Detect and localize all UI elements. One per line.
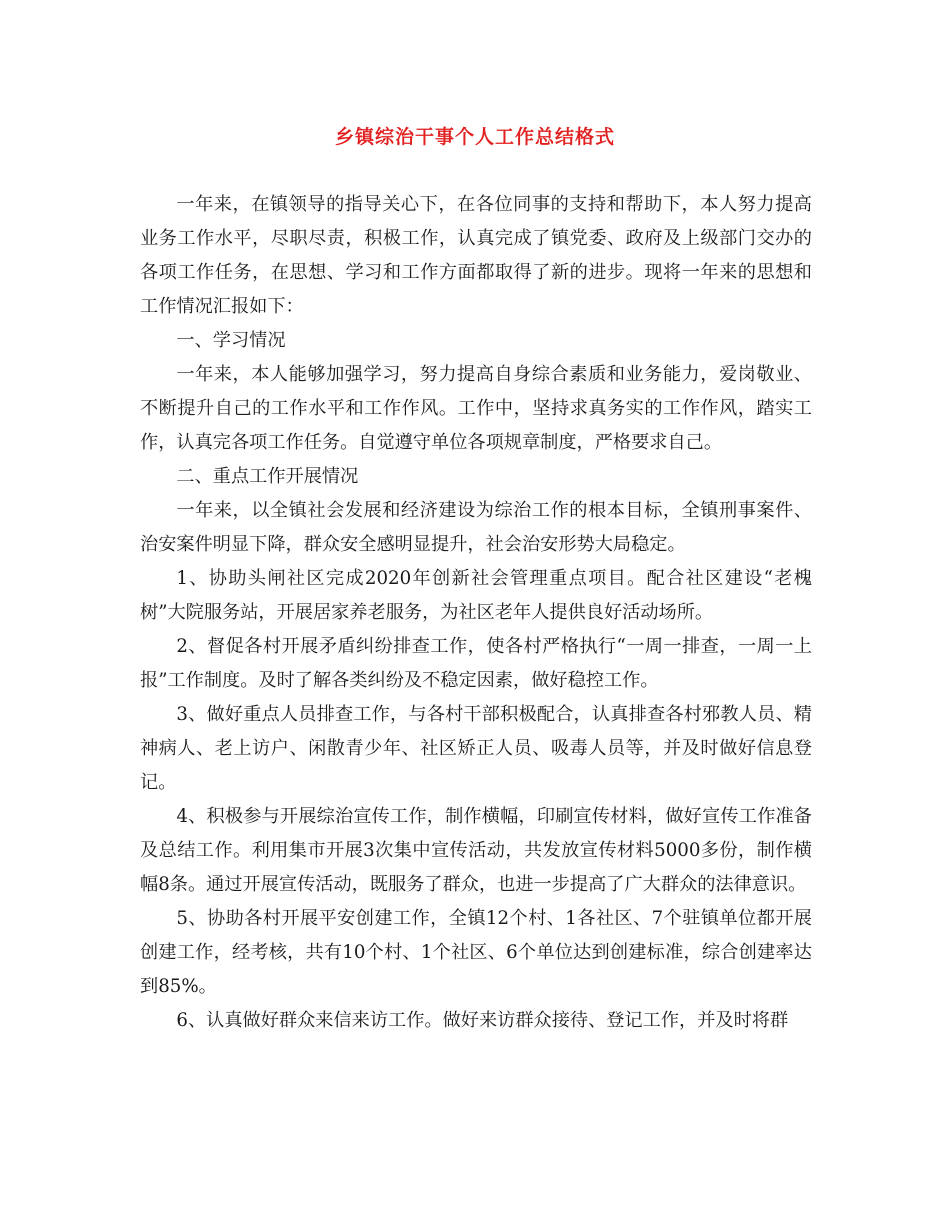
list-item-5: 5、协助各村开展平安创建工作，全镇12个村、1各社区、7个驻镇单位都开展创建工作，经考核，共有10个村、1个社区、6个单位达到创建标准，综合创建率达到85%。 [140,908,812,997]
paragraph-study: 一年来，本人能够加强学习，努力提高自身综合素质和业务能力，爱岗敬业、不断提升自己的工作水平和工作作风。工作中，坚持求真务实的工作作风，踏实工作，认真完各项工作任务。自觉遵守单位各项规章制度，严格要求自己。 [140,364,812,453]
paragraph-intro: 一年来，在镇领导的指导关心下，在各位同事的支持和帮助下，本人努力提高业务工作水平，尽职尽责，积极工作，认真完成了镇党委、政府及上级部门交办的各项工作任务，在思想、学习和工作方面都取得了新的进步。现将一年来的思想和工作情况汇报如下： [140,194,812,317]
paragraph-key-work: 一年来，以全镇社会发展和经济建设为综治工作的根本目标，全镇刑事案件、治安案件明显下降，群众安全感明显提升，社会治安形势大局稳定。 [140,500,812,555]
list-item-2: 2、督促各村开展矛盾纠纷排查工作，使各村严格执行“一周一排查，一周一上报”工作制度。及时了解各类纠纷及不稳定因素，做好稳控工作。 [140,636,812,691]
section-heading-study: 一、学习情况 [176,330,286,351]
list-item-6: 6、认真做好群众来信来访工作。做好来访群众接待、登记工作，并及时将群 [176,1010,789,1031]
list-item-1: 1、协助头闸社区完成2020年创新社会管理重点项目。配合社区建设“老槐树”大院服务站，开展居家养老服务，为社区老年人提供良好活动场所。 [140,568,812,623]
document-body [140,188,812,1038]
section-heading-key-work: 二、重点工作开展情况 [176,466,359,487]
document-title: 乡镇综治干事个人工作总结格式 [334,126,615,148]
list-item-3: 3、做好重点人员排查工作，与各村干部积极配合，认真排查各村邪教人员、精神病人、老上访户、闲散青少年、社区矫正人员、吸毒人员等，并及时做好信息登记。 [140,704,812,793]
list-item-4: 4、积极参与开展综治宣传工作，制作横幅，印刷宣传材料，做好宣传工作准备及总结工作。利用集市开展3次集中宣传活动，共发放宣传材料5000多份，制作横幅8条。通过开展宣传活动，既服务了群众，也进一步提高了广大群众的法律意识。 [140,806,812,895]
